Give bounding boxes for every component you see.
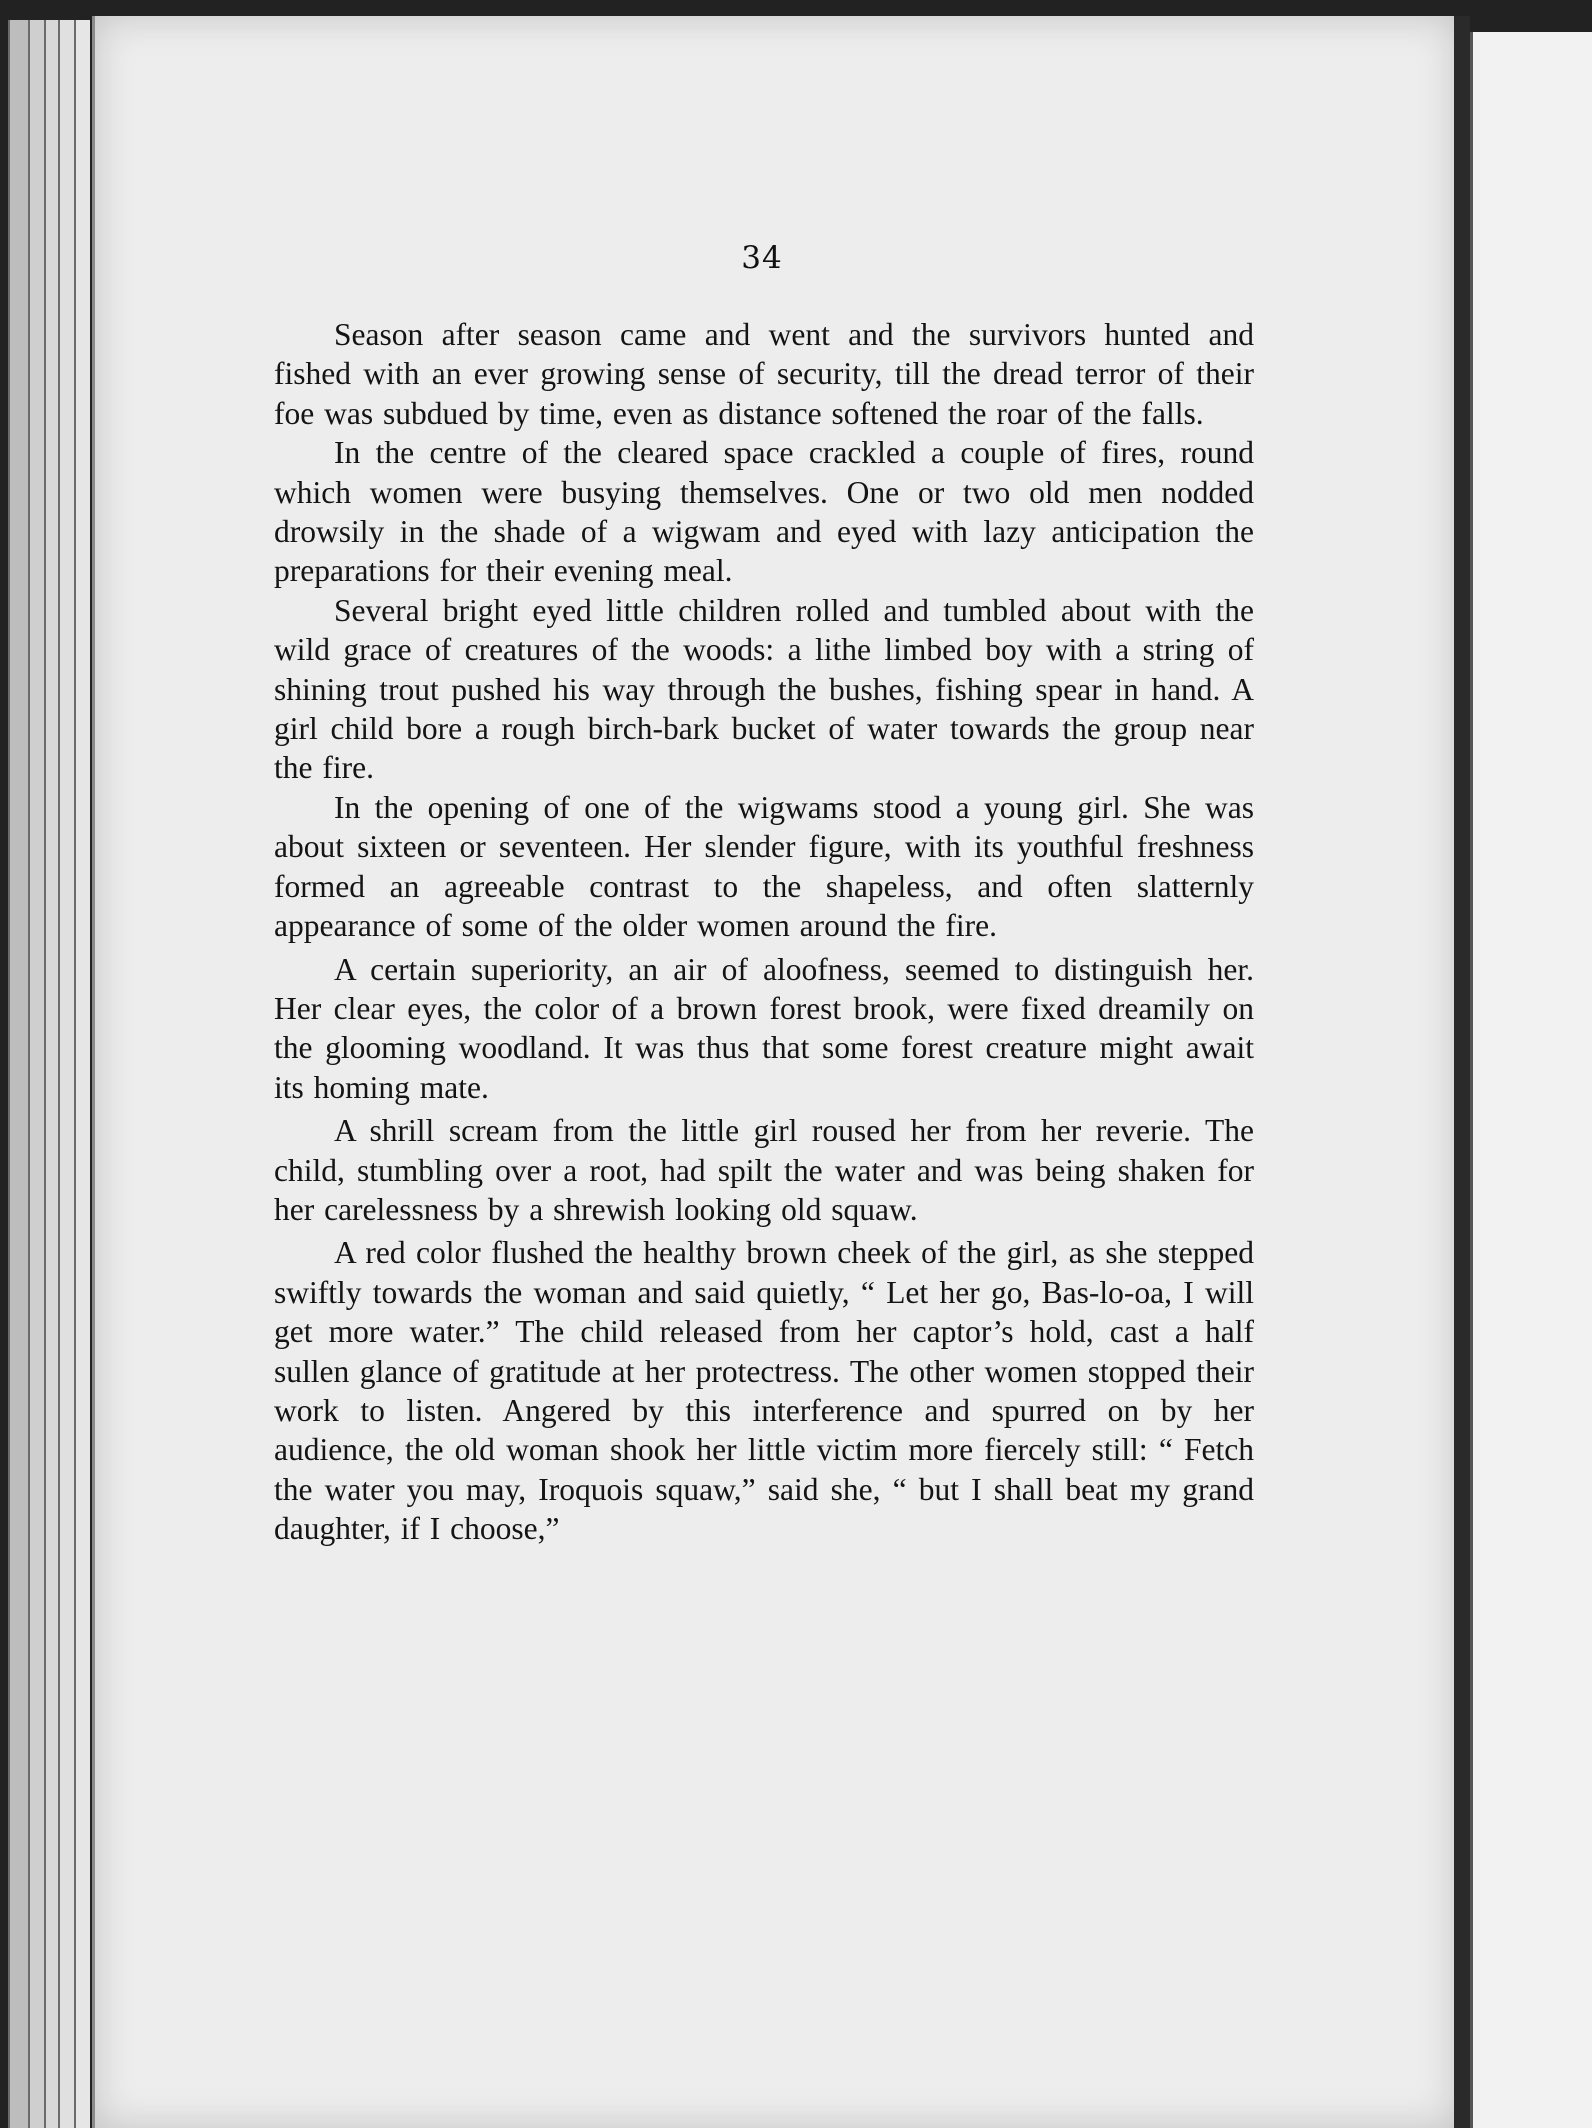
- paragraph: A shrill scream from the little girl roused her from her reverie. The child, stumbling over a root, had spilt the water and was being shaken for her carelessness by a shrewish looking old squaw.: [274, 1113, 1254, 1227]
- page-text: [274, 315, 1254, 1549]
- page-edge: [74, 20, 90, 2128]
- page-edge: [58, 20, 74, 2128]
- paragraph: Several bright eyed little children rolled and tumbled about with the wild grace of creatures of the woods: a lithe limbed boy with a string of shining trout pushed his way through the bushes, fishing spear in hand. A girl child bore a rough birch-bark bucket of water towards the group near the fire.: [274, 592, 1254, 786]
- facing-page: [1470, 32, 1592, 2128]
- page-number: 34: [741, 240, 783, 276]
- paragraph: A red color flushed the healthy brown cheek of the girl, as she stepped swiftly towards the woman and said quietly, “ Let her go, Bas-lo-oa, I will get more water.” The child released from her captor’s hold, cast a half sullen glance of gratitude at her protectress. The other women stopped their work to listen. Angered by this interference and spurred on by her audience, the old woman shook her little victim more fiercely still: “ Fetch the water you may, Iroquois squaw,” said she, “ but I shall beat my grand daughter, if I choose,”: [274, 1235, 1254, 1547]
- paragraph: Season after season came and went and the survivors hunted and fished with an ever growing sense of security, till the dread terror of their foe was subdued by time, even as distance softened the roar of the falls.: [274, 317, 1254, 431]
- page-edge: [44, 20, 58, 2128]
- paragraph: A certain superiority, an air of aloofness, seemed to distinguish her. Her clear eyes, the color of a brown forest brook, were fixed dreamily on the glooming woodland. It was thus that some forest creature might await its homing mate.: [274, 951, 1254, 1105]
- paragraph: In the opening of one of the wigwams stood a young girl. She was about sixteen or seventeen. Her slender figure, with its youthful freshness formed an agreeable contrast to the shapeless, and often slatternly appearance of some of the older women around the fire.: [274, 789, 1254, 944]
- paragraph: In the centre of the cleared space crackled a couple of fires, round which women were busying themselves. One or two old men nodded drowsily in the shade of a wigwam and eyed with lazy anticipation the preparations for their evening meal.: [274, 435, 1254, 589]
- book-gutter: [1454, 16, 1470, 2128]
- page-edge: [8, 20, 28, 2128]
- page-edge: [28, 20, 44, 2128]
